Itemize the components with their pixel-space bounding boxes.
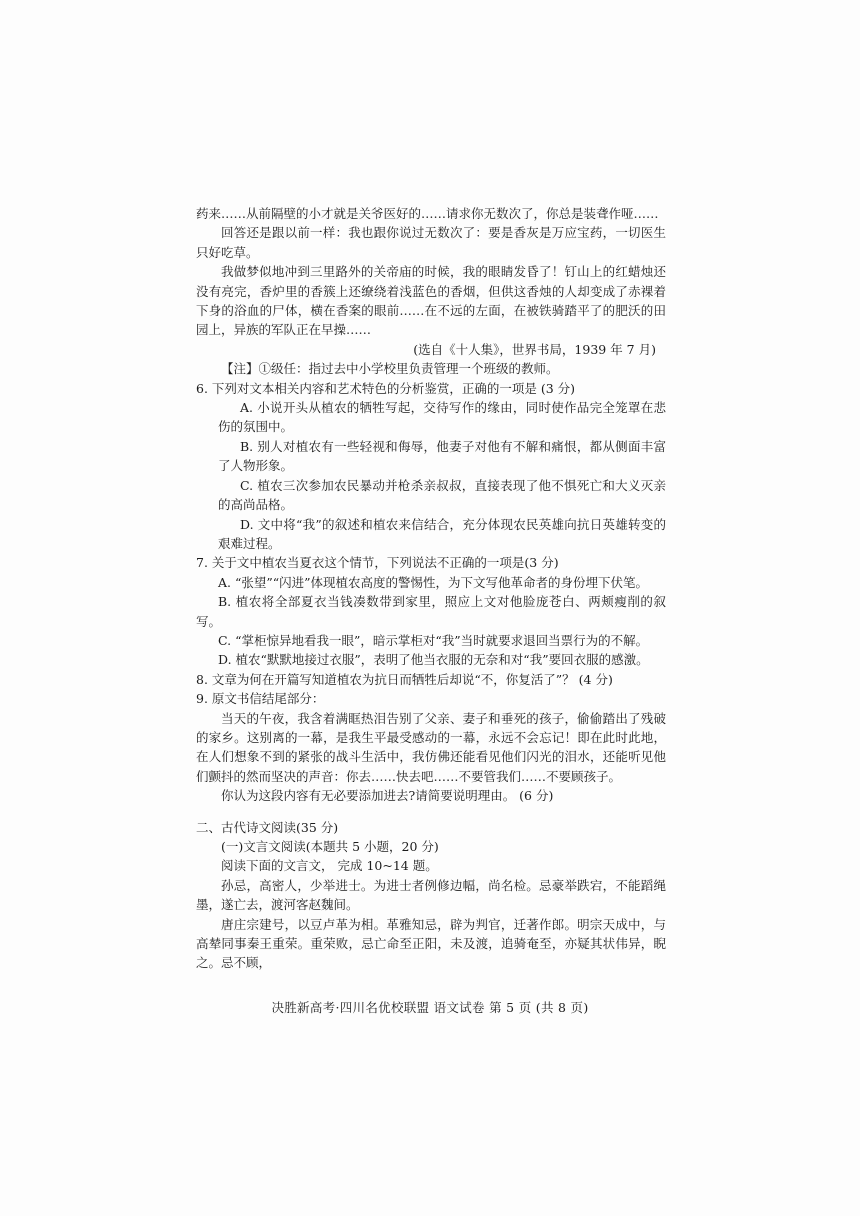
q7-option-c: C. “掌柜惊异地看我一眼”，暗示掌柜对“我”当时就要求退回当票行为的不解。 xyxy=(218,632,649,648)
q9-prompt: 你认为这段内容有无必要添加进去?请简要说明理由。 (6 分) xyxy=(221,788,554,804)
annotation-note: 【注】①级任：指过去中小学校里负责管理一个班级的教师。 xyxy=(221,361,559,377)
question-8: 8. 文章为何在开篇写知道植农为抗日而牺牲后却说“不，你复活了”？ (4 分) xyxy=(196,671,613,687)
page-footer: 决胜新高考·四川名优校联盟 语文试卷 第 5 页 (共 8 页) xyxy=(271,1000,589,1015)
q9-letter-excerpt: 当天的午夜，我含着满眶热泪告别了父亲、妻子和垂死的孩子，偷偷踏出了残破的家乡。这别离的一幕，是我生平最受感动的一幕，永远不会忘记！即在此时此地，在人们想象不到的紧张的战斗生活中，我仿佛还能看见他们闪光的泪水，还能听见他们颤抖的然而坚决的声音：你去……快去吧……不要管我们……不要顾孩子。 xyxy=(196,710,666,784)
q6-option-a: A. 小说开头从植农的牺牲写起，交待写作的缘由，同时使作品完全笼罩在悲伤的氛围中。 xyxy=(218,400,666,435)
q7-option-b: B. 植农将全部夏衣当钱凑数带到家里，照应上文对他脸庞苍白、两颊瘦削的叙写。 xyxy=(196,594,666,629)
q6-option-c: C. 植农三次参加农民暴动并枪杀亲叔叔，直接表现了他不惧死亡和大义灭亲的高尚品格。 xyxy=(218,477,666,513)
passage-paragraph: 回答还是跟以前一样：我也跟你说过无数次了：要是香灰是万应宝药，一切医生只好吃草。 xyxy=(196,225,666,260)
reading-instruction: 阅读下面的文言文， 完成 10~14 题。 xyxy=(221,858,438,874)
source-citation: (选自《十人集》，世界书局，1939 年 7 月) xyxy=(413,341,656,357)
content-column xyxy=(196,204,666,973)
section-gap xyxy=(196,806,666,818)
classical-paragraph: 孙忌，高密人，少举进士。为进士者例修边幅，尚名检。忌豪举跌宕，不能蹈绳墨，遂亡去，渡河客赵魏间。 xyxy=(196,877,666,913)
q7-option-d: D. 植农“默默地接过衣服”，表明了他当衣服的无奈和对“我”要回衣服的感激。 xyxy=(218,652,649,668)
q6-option-d: D. 文中将“我”的叙述和植农来信结合，充分体现农民英雄向抗日英雄转变的艰难过程。 xyxy=(218,516,666,551)
classical-paragraph: 唐庄宗建号，以豆卢革为相。革雅知忌，辟为判官，迁著作郎。明宗天成中，与高辇同事秦王重荣。重荣败，忌亡命至正阳，未及渡，追骑奄至，亦疑其状伟异，睨之。忌不顾， xyxy=(196,916,666,971)
question-6-stem: 6. 下列对文本相关内容和艺术特色的分析鉴赏，正确的一项是 (3 分) xyxy=(196,380,576,396)
section-2-title: 二、古代诗文阅读(35 分) xyxy=(196,819,339,835)
section-2-subtitle: (一)文言文阅读(本题共 5 小题，20 分) xyxy=(221,839,439,854)
q7-option-a: A. “张望”“闪进”体现植农高度的警惕性，为下文写他革命者的身份埋下伏笔。 xyxy=(218,574,649,590)
passage-paragraph: 我做梦似地冲到三里路外的关帝庙的时候，我的眼睛发昏了！钉山上的红蜡烛还没有亮完，香炉里的香簇上还缭绕着浅蓝色的香烟，但供这香烛的人却变成了赤裸着下身的浴血的尸体，横在香案的眼前……在不远的左面，在被铁骑踏平了的肥沃的田园上，异族的军队正在早操…… xyxy=(196,264,666,338)
question-7-stem: 7. 关于文中植农当夏衣这个情节，下列说法不正确的一项是(3 分) xyxy=(196,555,559,571)
q6-option-b: B. 别人对植农有一些轻视和侮辱，他妻子对他有不解和痛恨，都从侧面丰富了人物形象。 xyxy=(218,438,666,474)
question-9-stem: 9. 原文书信结尾部分： xyxy=(196,691,325,707)
passage-paragraph: 药来……从前隔壁的小才就是关爷医好的……请求你无数次了，你总是装聋作哑…… xyxy=(196,206,659,221)
